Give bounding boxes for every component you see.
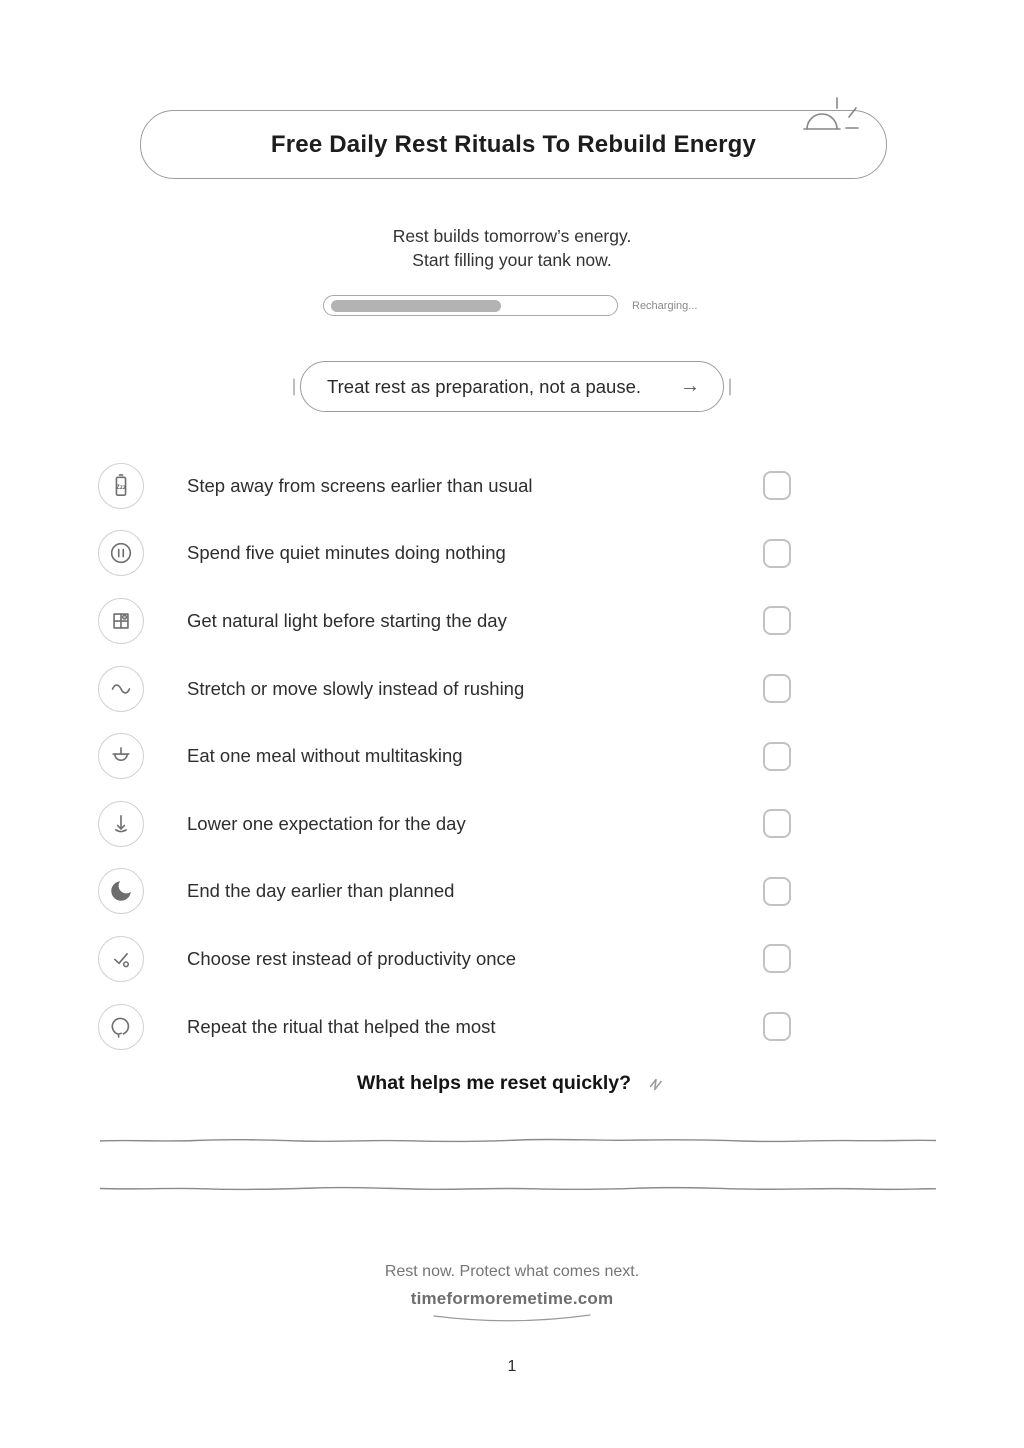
checkbox[interactable] <box>763 809 791 838</box>
checklist-item-label: Lower one expectation for the day <box>187 812 466 834</box>
checklist-item-label: Repeat the ritual that helped the most <box>187 1015 496 1037</box>
prompt-question: What helps me reset quickly? <box>356 1072 632 1094</box>
progress-bar <box>323 295 618 316</box>
footer-tagline: Rest now. Protect what comes next. <box>384 1263 640 1280</box>
checklist-row <box>0 790 1024 858</box>
checklist-item-label: Get natural light before starting the day <box>187 609 507 631</box>
checklist-row <box>0 520 1024 588</box>
wave-icon <box>98 666 144 712</box>
arrow-right-icon: → <box>680 375 700 397</box>
intro-line-2: Start filling your tank now. <box>412 250 612 270</box>
intro-text <box>0 224 1024 272</box>
checklist-row <box>0 722 1024 790</box>
progress-label: Recharging... <box>632 299 698 312</box>
checklist <box>0 452 1024 1060</box>
checkbox[interactable] <box>763 471 791 500</box>
moon-icon <box>98 868 144 914</box>
bowl-icon <box>98 733 144 779</box>
checklist-row <box>0 452 1024 520</box>
svg-text:Zzz: Zzz <box>116 484 126 491</box>
checklist-item-label: Stretch or move slowly instead of rushing <box>187 677 525 699</box>
prompt-section <box>0 1072 1024 1095</box>
checklist-item-label: Choose rest instead of productivity once <box>187 947 517 969</box>
footer-website[interactable]: timeformoremetime.com <box>410 1289 614 1308</box>
sunrise-icon <box>797 95 867 135</box>
checklist-item-label: Eat one meal without multitasking <box>187 745 463 767</box>
scribble-icon <box>647 1075 667 1093</box>
checkbox[interactable] <box>763 742 791 771</box>
checkbox[interactable] <box>763 674 791 703</box>
writing-line <box>100 1135 936 1145</box>
pause-icon <box>98 530 144 576</box>
checkbox[interactable] <box>763 539 791 568</box>
progress-bar-fill <box>331 300 501 312</box>
checkbox[interactable] <box>763 606 791 635</box>
checklist-row <box>0 655 1024 723</box>
writing-line <box>100 1183 936 1193</box>
quote-pill[interactable] <box>300 361 724 412</box>
checklist-row <box>0 858 1024 926</box>
checklist-row <box>0 587 1024 655</box>
checkbox[interactable] <box>763 944 791 973</box>
checkbox[interactable] <box>763 877 791 906</box>
window-light-icon <box>98 598 144 644</box>
progress-section <box>323 295 697 316</box>
underline-swoosh-icon <box>432 1313 592 1327</box>
arrow-down-icon <box>98 801 144 847</box>
check-circle-icon <box>98 936 144 982</box>
checkbox[interactable] <box>763 1012 791 1041</box>
page-number: 1 <box>507 1358 517 1375</box>
intro-line-1: Rest builds tomorrow’s energy. <box>392 226 632 246</box>
checklist-row <box>0 993 1024 1061</box>
quote-text: Treat rest as preparation, not a pause. <box>327 375 641 397</box>
page-title: Free Daily Rest Rituals To Rebuild Energy <box>270 130 757 158</box>
title-banner <box>140 110 887 179</box>
checklist-item-label: Spend five quiet minutes doing nothing <box>187 542 506 564</box>
checklist-item-label: Step away from screens earlier than usual <box>187 474 533 496</box>
repeat-icon <box>98 1004 144 1050</box>
checklist-item-label: End the day earlier than planned <box>187 880 455 902</box>
checklist-row <box>0 925 1024 993</box>
phone-sleep-icon <box>98 463 144 509</box>
